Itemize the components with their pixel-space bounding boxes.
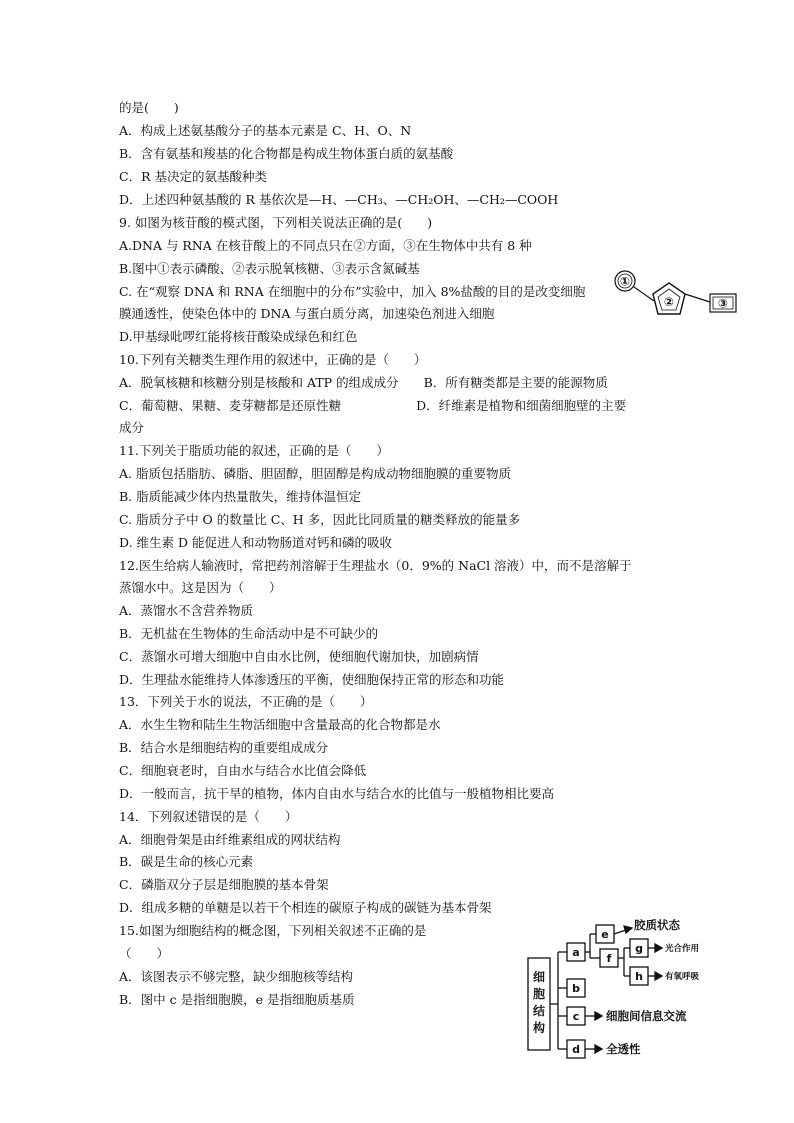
text-line-37: 15.如图为细胞结构的概念图，下列相关叙述不正确的是 [119,923,427,938]
text-line-25: C．蒸馏水可增大细胞中自由水比例，使细胞代谢加快，加剧病情 [119,649,479,664]
text-line-15: 成分 [119,420,145,435]
note-cell-communication: 细胞间信息交流 [606,1009,687,1023]
note-full-permeability: 全透性 [606,1042,641,1056]
node-d-label: d [572,1043,580,1056]
text-line-10: 膜通透性，使染色体中的 DNA 与蛋白质分离，加速染色剂进入细胞 [119,306,495,321]
text-line-28: A．水生生物和陆生生物活细胞中含量最高的化合物都是水 [119,717,441,732]
text-line-20: D. 维生素 D 能促进人和动物肠道对钙和磷的吸收 [119,535,392,550]
text-line-7: A.DNA 与 RNA 在核苷酸上的不同点只在②方面，③在生物体中共有 8 种 [119,238,532,253]
note-photosynthesis: 光合作用 [665,944,700,954]
text-line-23: A．蒸馏水不含营养物质 [119,603,254,618]
text-line-14: C．葡萄糖、果糖、麦芽糖都是还原性糖 D．纤维素是植物和细菌细胞壁的主要 [119,398,627,413]
label-2: ② [663,295,675,309]
text-line-17: A. 脂质包括脂肪、磷脂、胆固醇，胆固醇是构成动物细胞膜的重要物质 [119,466,511,481]
text-line-35: C．磷脂双分子层是细胞膜的基本骨架 [119,877,329,892]
root-char-1: 细 [532,970,546,984]
text-line-27: 13．下列关于水的说法，不正确的是（ ） [119,694,373,709]
root-char-3: 结 [532,1004,546,1018]
label-3: ③ [717,296,729,311]
note-colloid: 胶质状态 [634,918,680,932]
node-h-label: h [635,970,643,983]
text-line-32: 14．下列叙述错误的是（ ） [119,809,298,824]
text-line-13: A．脱氧核糖和核糖分别是核酸和 ATP 的组成成分 B．所有糖类都是主要的能源物质 [119,375,608,390]
text-line-22: 蒸馏水中。这是因为（ ） [119,580,282,595]
text-line-33: A．细胞骨架是由纤维素组成的网状结构 [119,832,341,847]
text-line-30: C．细胞衰老时，自由水与结合水比值会降低 [119,763,367,778]
text-line-5: D．上述四种氨基酸的 R 基依次是—H、—CH₃、—CH₂OH、—CH₂—COOH [119,192,559,207]
node-g-label: g [635,942,643,955]
text-line-18: B. 脂质能减少体内热量散失，维持体温恒定 [119,489,362,504]
text-line-4: C．R 基决定的氨基酸种类 [119,169,267,184]
root-char-2: 胞 [532,987,546,1001]
text-line-11: D.甲基绿吡啰红能将核苷酸染成绿色和红色 [119,329,358,344]
text-line-21: 12.医生给病人输液时，常把药剂溶解于生理盐水（0．9%的 NaCl 溶液）中，而不是溶解于 [119,558,632,573]
node-f-label: f [606,952,612,965]
nucleotide-diagram [612,268,742,330]
text-line-36: D．组成多糖的单糖是以若干个相连的碳原子构成的碳链为基本骨架 [119,900,492,915]
text-line-34: B．碳是生命的核心元素 [119,854,254,869]
node-a-label: a [572,946,580,959]
node-e-label: e [601,928,609,941]
text-line-31: D．一般而言，抗干旱的植物，体内自由水与结合水的比值与一般植物相比要高 [119,786,555,801]
node-b-label: b [572,982,580,995]
text-line-29: B．结合水是细胞结构的重要组成成分 [119,740,329,755]
text-line-26: D．生理盐水能维持人体渗透压的平衡，使细胞保持正常的形态和功能 [119,672,505,687]
text-line-40: B．图中 c 是指细胞膜，e 是指细胞质基质 [119,992,355,1007]
text-line-38: （ ） [119,946,170,961]
cell-structure-concept-map [520,914,750,1064]
text-line-3: B．含有氨基和羧基的化合物都是构成生物体蛋白质的氨基酸 [119,146,454,161]
text-line-6: 9. 如图为核苷酸的模式图，下列相关说法正确的是( ) [119,215,433,230]
text-line-19: C. 脂质分子中 O 的数量比 C、H 多，因此比同质量的糖类释放的能量多 [119,512,521,527]
label-1: ① [619,274,631,289]
root-char-4: 构 [532,1021,546,1035]
node-c-label: c [572,1010,580,1023]
text-line-9: C. 在“观察 DNA 和 RNA 在细胞中的分布”实验中，加入 8%盐酸的目的是改变细胞 [119,284,586,299]
text-line-16: 11.下列关于脂质功能的叙述，正确的是（ ） [119,443,389,458]
text-line-8: B.图中①表示磷酸、②表示脱氧核糖、③表示含氮碱基 [119,261,420,276]
text-line-1: 的是( ) [119,100,179,115]
text-line-39: A．该图表示不够完整，缺少细胞核等结构 [119,969,354,984]
text-line-2: A．构成上述氨基酸分子的基本元素是 C、H、O、N [119,123,412,138]
note-aerobic-respiration: 有氧呼吸 [665,972,700,982]
text-line-12: 10.下列有关糖类生理作用的叙述中，正确的是（ ） [119,352,427,367]
text-line-24: B．无机盐在生物体的生命活动中是不可缺少的 [119,626,379,641]
